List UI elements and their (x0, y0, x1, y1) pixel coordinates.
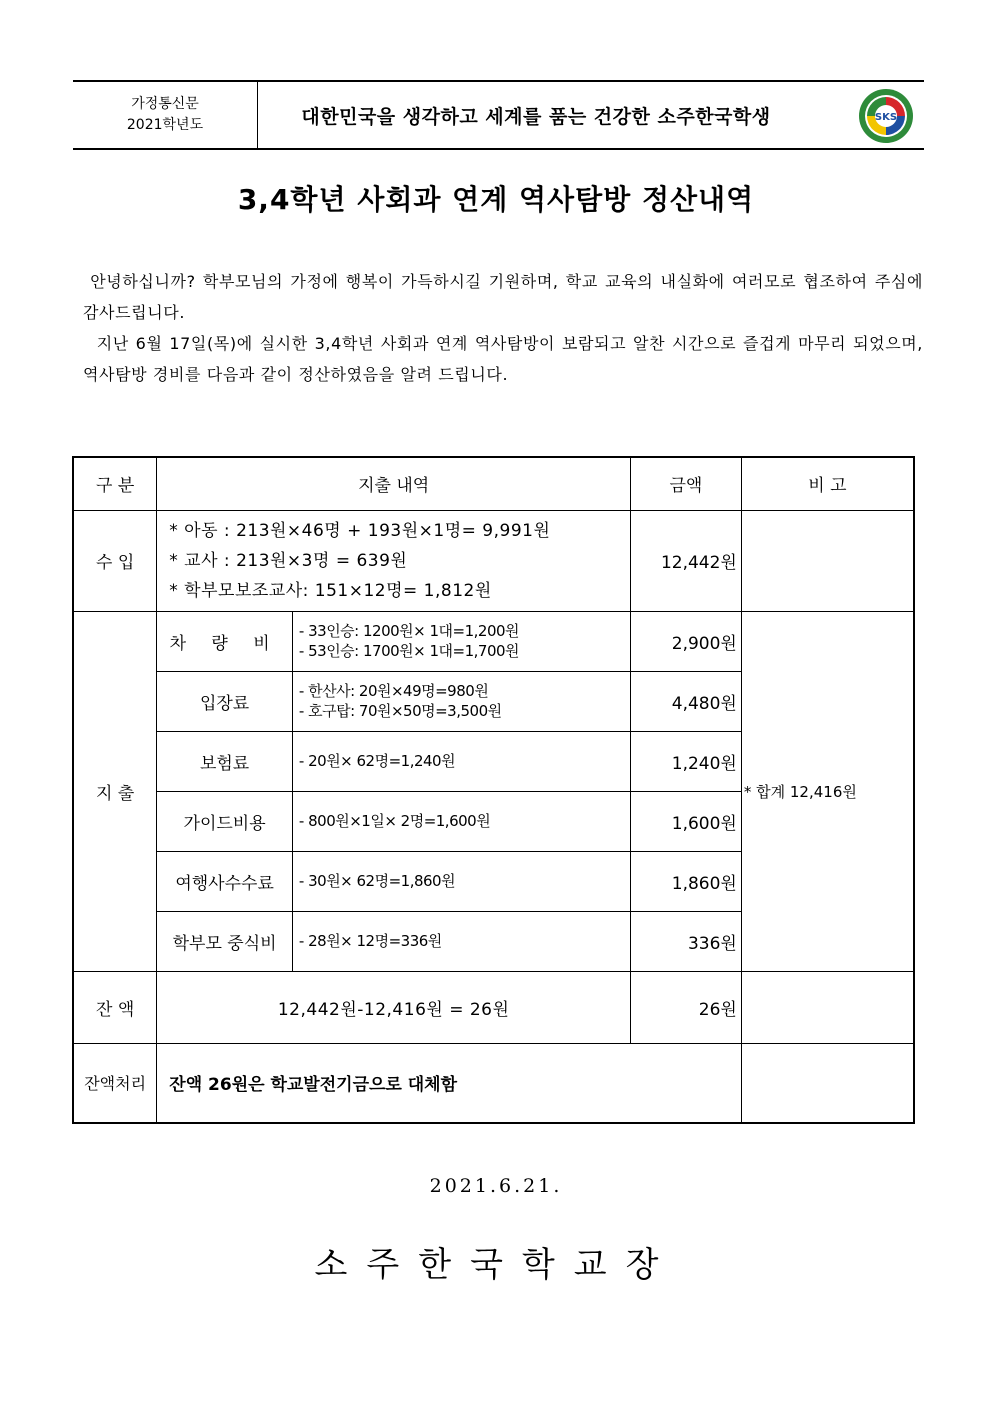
expense-total-note: * 합계 12,416원 (741, 611, 914, 971)
balance-formula: 12,442원-12,416원 = 26원 (157, 971, 631, 1043)
expense-details (292, 731, 630, 791)
disposal-row (73, 1043, 914, 1123)
intro-paragraph-1: 안녕하십니까? 학부모님의 가정에 행복이 가득하시길 기원하며, 학교 교육의 내실화에 여러모로 협조하여 주심에 감사드립니다. (83, 272, 924, 322)
income-details (157, 510, 631, 611)
expense-details (292, 791, 630, 851)
document-date: 2021.6.21. (429, 1175, 563, 1197)
expense-amount: 2,900원 (631, 611, 742, 671)
expense-detail-line: - 30원× 62명=1,860원 (298, 872, 456, 890)
table-header-row (73, 457, 914, 510)
logo-text: SKS (874, 112, 898, 123)
school-year-label: 2021학년도 (126, 117, 204, 133)
principal-signature: 소주한국학교장 (314, 1245, 678, 1285)
expense-label: 지 출 (73, 611, 157, 971)
expense-detail-line: - 53인승: 1700원× 1대=1,700원 (298, 642, 520, 660)
balance-row (73, 971, 914, 1043)
expense-item: 차 량 비 (157, 611, 293, 671)
header-details: 지출 내역 (157, 457, 631, 510)
header-note: 비 고 (741, 457, 914, 510)
school-logo (858, 88, 914, 144)
expense-details (292, 851, 630, 911)
school-slogan: 대한민국을 생각하고 세계를 품는 건강한 소주한국학생 (301, 105, 771, 128)
income-row (73, 510, 914, 611)
income-amount: 12,442원 (631, 510, 742, 611)
income-line: * 아동 : 213원×46명 + 193원×1명= 9,991원 (169, 520, 551, 541)
expense-item: 가이드비용 (157, 791, 293, 851)
income-label: 수 입 (73, 510, 157, 611)
balance-note (741, 971, 914, 1043)
intro-text (83, 266, 923, 390)
income-note (741, 510, 914, 611)
newsletter-label: 가정통신문 (131, 96, 199, 112)
header-category: 구 분 (73, 457, 157, 510)
expense-item: 입장료 (157, 671, 293, 731)
expense-item: 여행사수수료 (157, 851, 293, 911)
balance-label: 잔 액 (73, 971, 157, 1043)
income-line: * 교사 : 213원×3명 = 639원 (169, 550, 408, 571)
disposal-text: 잔액 26원은 학교발전기금으로 대체함 (157, 1043, 742, 1123)
expense-details (292, 611, 630, 671)
income-line: * 학부모보조교사: 151×12명= 1,812원 (169, 580, 492, 601)
expense-item: 보험료 (157, 731, 293, 791)
expense-details (292, 671, 630, 731)
expense-amount: 1,600원 (631, 791, 742, 851)
expense-detail-line: - 20원× 62명=1,240원 (298, 752, 456, 770)
newsletter-label-box (73, 82, 258, 148)
newsletter-header (73, 80, 924, 150)
expense-row (73, 611, 914, 671)
disposal-label: 잔액처리 (73, 1043, 157, 1123)
expense-detail-line: - 28원× 12명=336원 (298, 932, 442, 950)
expense-amount: 4,480원 (631, 671, 742, 731)
settlement-table (72, 456, 915, 1124)
expense-amount: 1,240원 (631, 731, 742, 791)
expense-detail-line: - 호구탑: 70원×50명=3,500원 (298, 702, 502, 720)
expense-amount: 336원 (631, 911, 742, 971)
disposal-note (741, 1043, 914, 1123)
expense-detail-line: - 800원×1일× 2명=1,600원 (298, 812, 491, 830)
intro-paragraph-2: 지난 6월 17일(목)에 실시한 3,4학년 사회과 연계 역사탐방이 보람되고 알찬 시간으로 즐겁게 마무리 되었으며, 역사탐방 경비를 다음과 같이 정산하였음을 알려 드립니다. (83, 334, 923, 384)
expense-item: 학부모 중식비 (157, 911, 293, 971)
page-title: 3,4학년 사회과 연계 역사탐방 정산내역 (237, 183, 755, 216)
expense-details (292, 911, 630, 971)
expense-amount: 1,860원 (631, 851, 742, 911)
expense-detail-line: - 한산사: 20원×49명=980원 (298, 682, 489, 700)
balance-amount: 26원 (631, 971, 742, 1043)
header-amount: 금액 (631, 457, 742, 510)
expense-detail-line: - 33인승: 1200원× 1대=1,200원 (298, 622, 520, 640)
